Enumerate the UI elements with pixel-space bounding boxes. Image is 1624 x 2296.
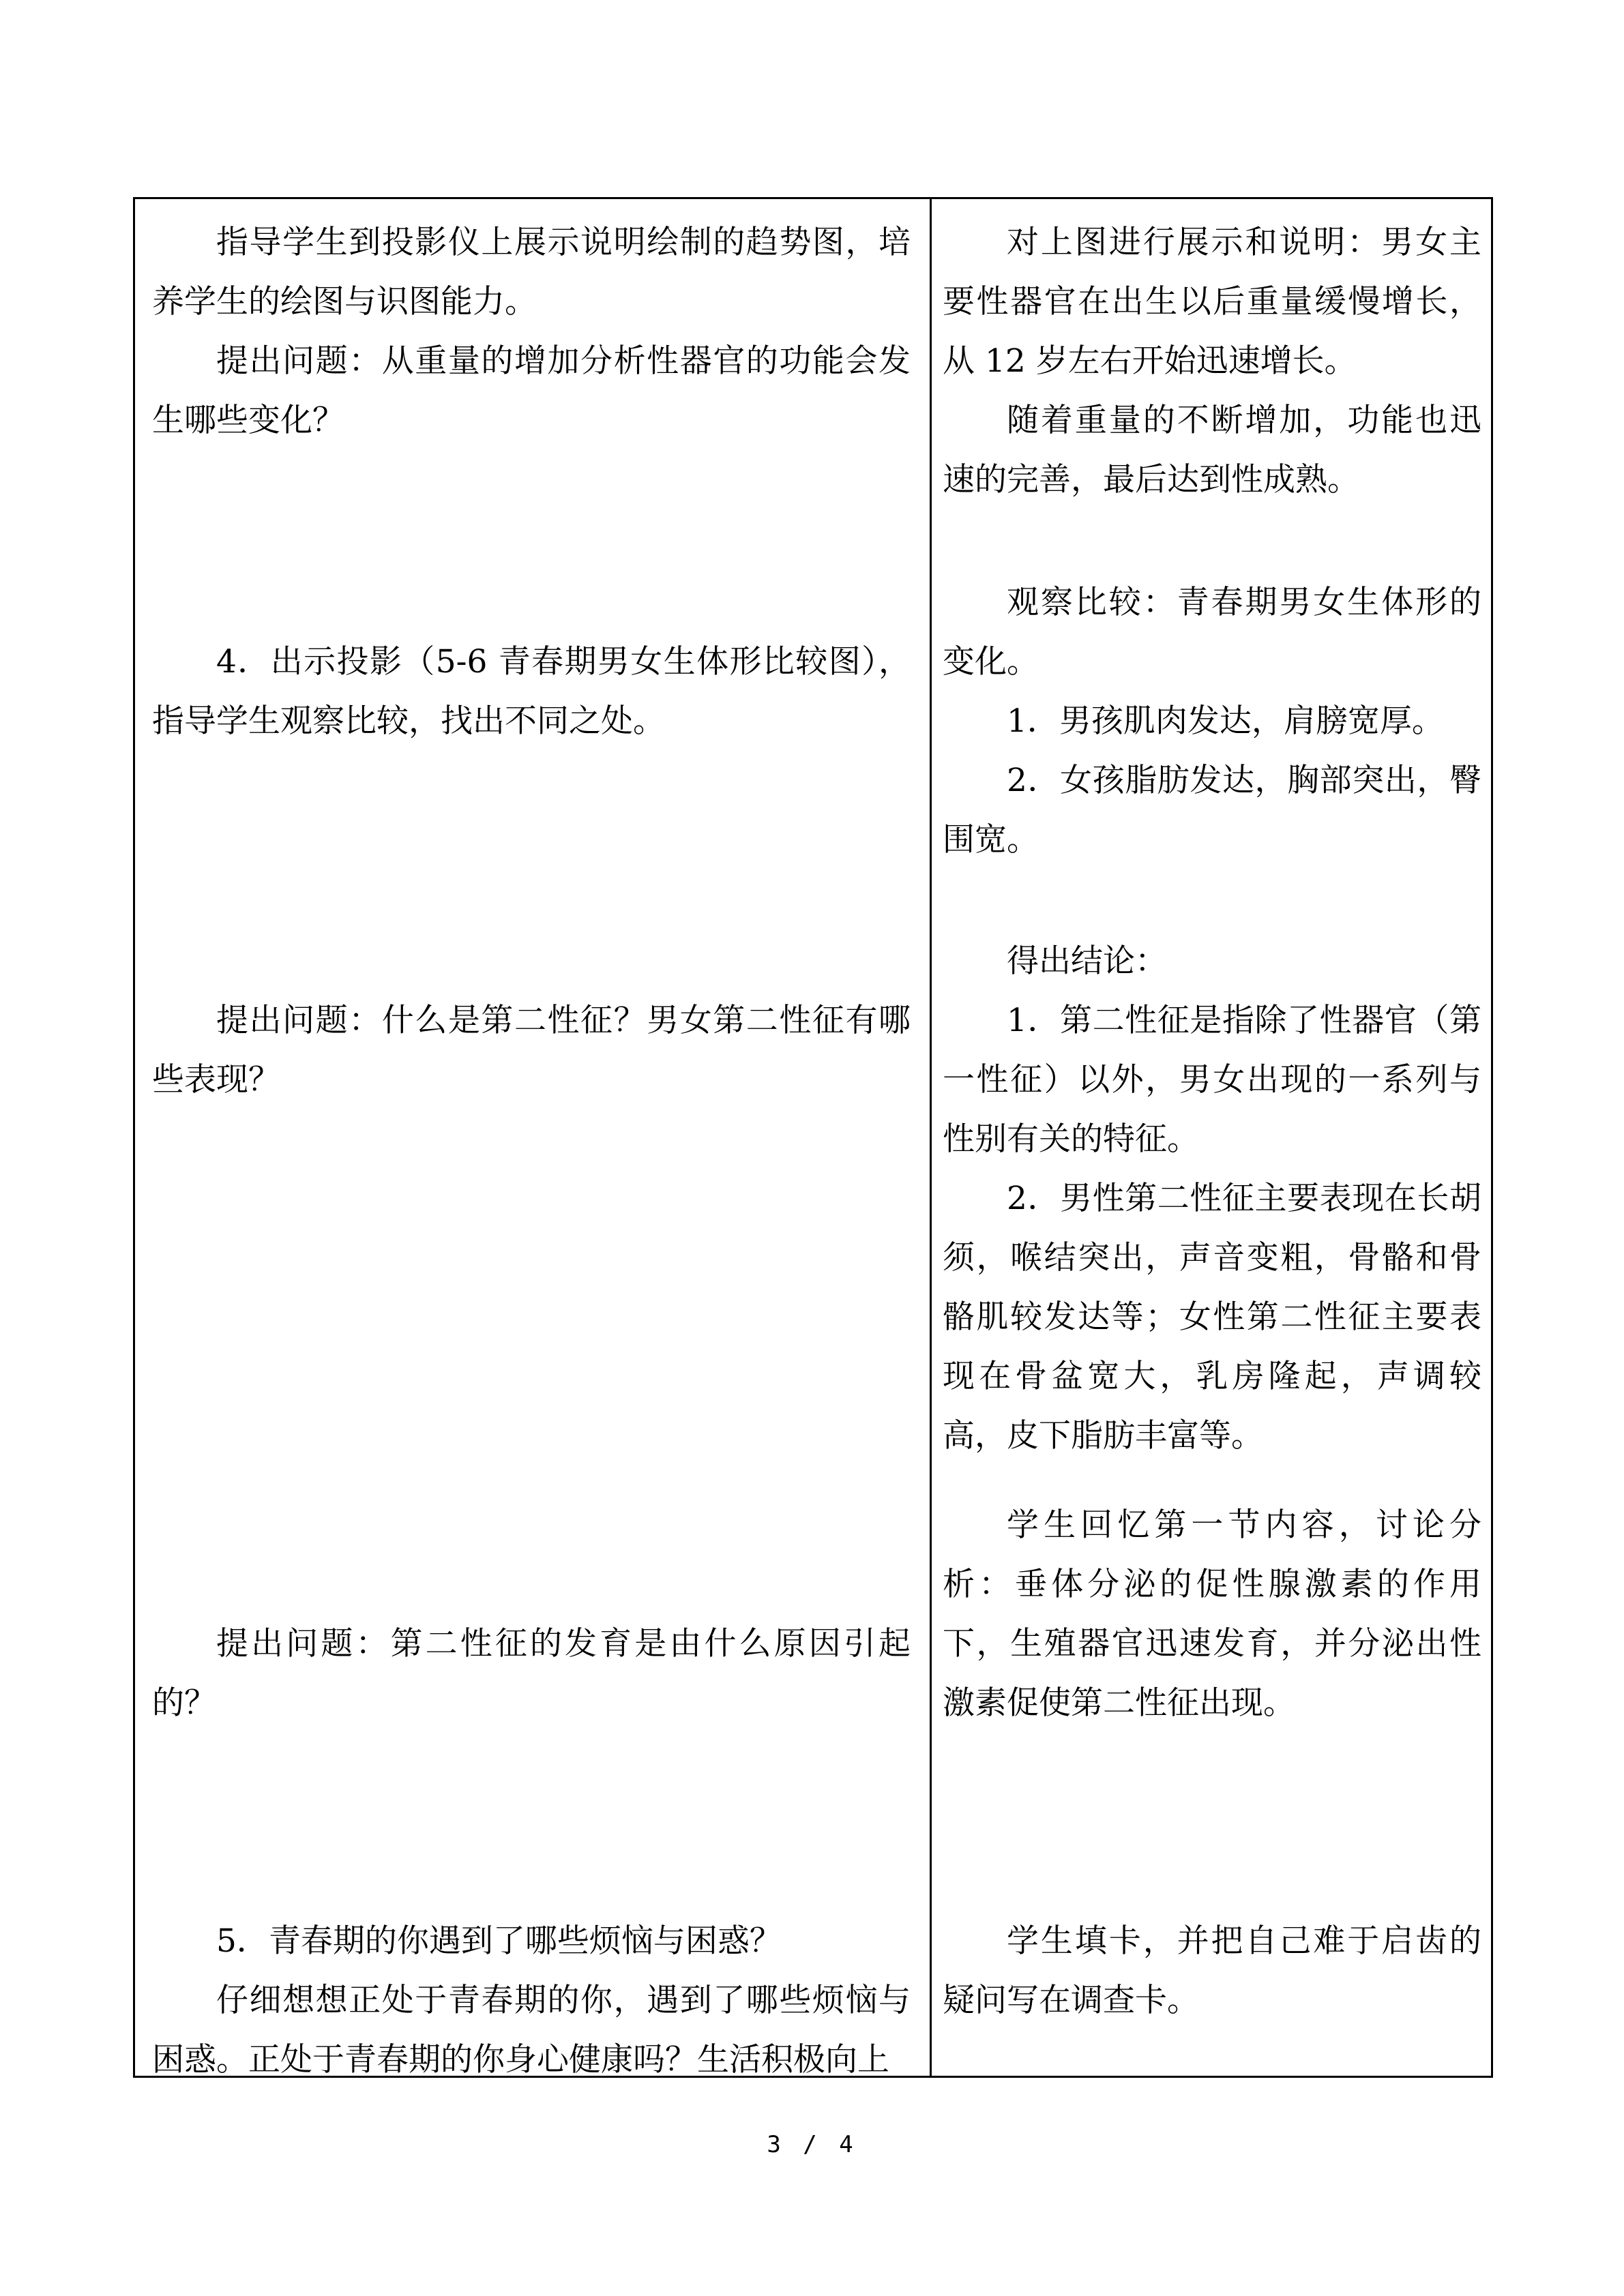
right-paragraph: 2．女孩脂肪发达，胸部突出，臀围宽。 xyxy=(943,762,1481,859)
left-paragraph: 提出问题：从重量的增加分析性器官的功能会发生哪些变化？ xyxy=(152,342,911,439)
left-paragraph: 指导学生到投影仪上展示说明绘制的趋势图，培养学生的绘图与识图能力。 xyxy=(152,224,911,320)
right-paragraph: 1．男孩肌肉发达，肩膀宽厚。 xyxy=(1007,702,1444,740)
right-paragraph: 2．男性第二性征主要表现在长胡须，喉结突出，声音变粗，骨骼和骨骼肌较发达等；女性第二性征主要表现在骨盆宽大，乳房隆起，声调较高，皮下脂肪丰富等。 xyxy=(943,1180,1481,1455)
right-paragraph: 学生回忆第一节内容，讨论分析：垂体分泌的促性腺激素的作用下，生殖器官迅速发育，并分泌出性激素促使第二性征出现。 xyxy=(943,1506,1481,1722)
left-paragraph: 提出问题：第二性征的发育是由什么原因引起的？ xyxy=(152,1625,911,1722)
student-activity-cell xyxy=(932,197,1491,2078)
page-number: 3 / 4 xyxy=(767,2131,857,2158)
right-paragraph: 观察比较：青春期男女生体形的变化。 xyxy=(943,584,1481,681)
left-paragraph: 5．青春期的你遇到了哪些烦恼与困惑？ xyxy=(216,1922,782,1960)
right-paragraph: 学生填卡，并把自己难于启齿的疑问写在调查卡。 xyxy=(943,1922,1481,2019)
left-paragraph: 仔细想想正处于青春期的你，遇到了哪些烦恼与困惑。正处于青春期的你身心健康吗？生活积极向上 xyxy=(152,1982,911,2078)
left-paragraph: 提出问题：什么是第二性征？男女第二性征有哪些表现？ xyxy=(152,1002,911,1099)
right-paragraph: 对上图进行展示和说明：男女主要性器官在出生以后重量缓慢增长，从 12 岁左右开始迅速增长。 xyxy=(943,224,1481,380)
left-paragraph: 4．出示投影（5-6 青春期男女生体形比较图），指导学生观察比较，找出不同之处。 xyxy=(152,643,911,740)
right-paragraph: 1．第二性征是指除了性器官（第一性征）以外，男女出现的一系列与性别有关的特征。 xyxy=(943,1002,1481,1158)
teacher-activity-cell xyxy=(135,197,930,2078)
right-paragraph: 得出结论： xyxy=(1007,942,1167,980)
right-paragraph: 随着重量的不断增加，功能也迅速的完善，最后达到性成熟。 xyxy=(943,402,1481,498)
